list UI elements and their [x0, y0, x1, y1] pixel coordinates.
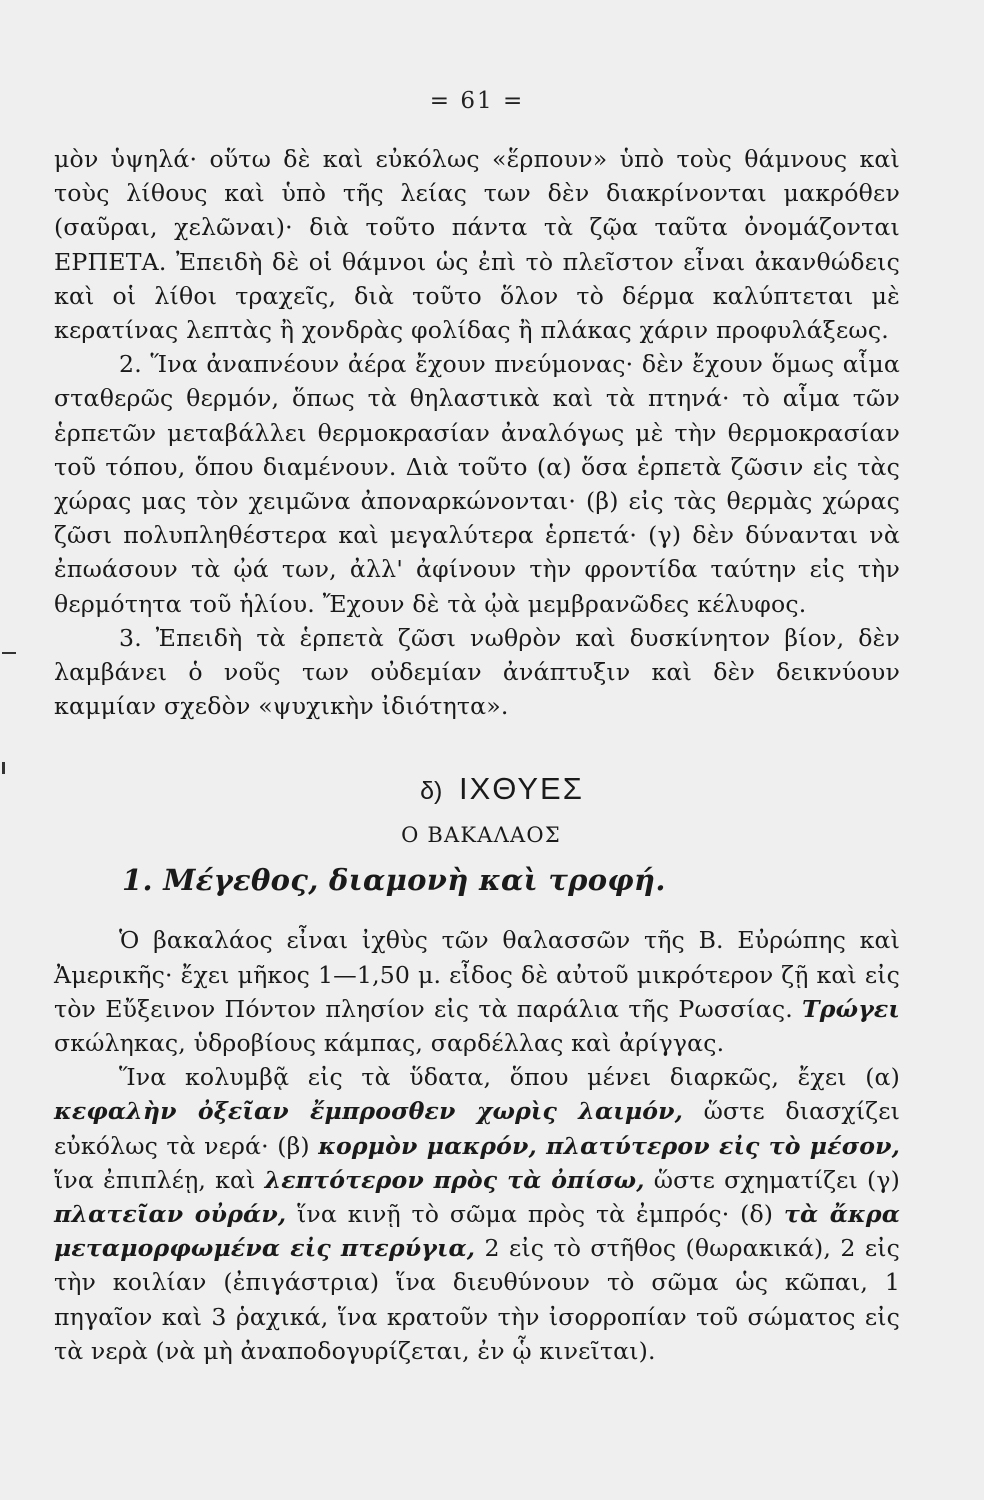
paragraph-text: ὥστε διασχίζει εὐκόλως τὰ νερά· (β) [54, 1097, 900, 1160]
emphasis: κορμὸν μακρόν, πλατύτερον εἰς τὸ μέσον, [318, 1131, 901, 1160]
body-text-lower [54, 923, 900, 1368]
section-title: ΙΧΘΥΕΣ [458, 771, 584, 807]
emphasis: κεφαλὴν ὀξεῖαν ἔμπροσθεν χωρὶς λαιμόν, [54, 1097, 684, 1126]
section-heading [54, 771, 900, 807]
body-text-upper [54, 142, 900, 723]
paragraph: μὸν ὑψηλά· οὕτω δὲ καὶ εὐκόλως «ἕρπουν» ὑπὸ τοὺς θάμνους καὶ τοὺς λίθους καὶ ὑπὸ τῆς λείας των δὲν διακρίνονται μακρόθεν (σαῦραι, χελῶναι)· διὰ τοῦτο πάντα τὰ ζῷα ταῦτα ὀνομάζονται ΕΡΠΕΤΑ. Ἐπειδὴ δὲ οἱ θάμνοι ὡς ἐπὶ τὸ πλεῖστον εἶναι ἀκανθώδεις καὶ οἱ λίθοι τραχεῖς, διὰ τοῦτο ὅλον τὸ δέρμα καλύπτεται μὲ κερατίνας λεπτὰς ἢ χονδρὰς φολίδας ἢ πλάκας χάριν προφυλάξεως. [54, 145, 900, 345]
paragraph-text: 2 εἰς τὸ στῆθος (θωρακικά), 2 εἰς τὴν κοιλίαν (ἐπιγάστρια) ἵνα διευθύνουν τὸ σῶμα ὡς κῶπαι, 1 πηγαῖον καὶ 3 ῥαχικά, ἵνα κρατοῦν τὴν ἰσορροπίαν τοῦ σώματος εἰς τὰ νερὰ (νὰ μὴ ἀναποδογυρίζεται, ἐν ᾧ κινεῖται). [54, 1234, 900, 1365]
paragraph-text: Ὁ βακαλάος εἶναι ἰχθὺς τῶν θαλασσῶν τῆς Β. Εὐρώπης καὶ Ἀμερικῆς· ἔχει μῆκος 1—1,50 μ. εἶδος δὲ αὐτοῦ μικρότερον ζῇ καὶ εἰς τὸν Εὔξεινον Πόντον πλησίον εἰς τὰ παράλια τῆς Ρωσσίας. [54, 926, 900, 1023]
paragraph-text: ἵνα κινῇ τὸ σῶμα πρὸς τὰ ἐμπρός· (δ) [297, 1200, 774, 1229]
emphasis: Τρώγει [802, 994, 900, 1023]
emphasis: πλατεῖαν οὐράν, [54, 1200, 287, 1229]
emphasis: τὰ ἄκρα μεταμορφωμένα εἰς πτερύγια, [54, 1200, 901, 1263]
paragraph: 3. Ἐπειδὴ τὰ ἑρπετὰ ζῶσι νωθρὸν καὶ δυσκίνητον βίον, δὲν λαμβάνει ὁ νοῦς των οὐδεμίαν ἀνάπτυξιν καὶ δὲν δεικνύουν καμμίαν σχεδὸν «ψυχικὴν ἰδιότητα». [54, 623, 900, 721]
section-prefix: δ) [420, 777, 443, 806]
emphasis: λεπτότερον πρὸς τὰ ὀπίσω, [264, 1165, 645, 1194]
page-number: = 61 = [429, 88, 525, 114]
margin-mark [2, 652, 16, 654]
paragraph-text: Ἵνα κολυμβᾷ εἰς τὰ ὕδατα, ὅπου μένει διαρκῶς, ἔχει (α) [119, 1063, 900, 1092]
paragraph [54, 923, 900, 1060]
paragraph-text: ἵνα ἐπιπλέῃ, καὶ [54, 1165, 256, 1194]
topic-heading: 1. Μέγεθος, διαμονὴ καὶ τροφή. [122, 863, 666, 898]
paragraph-text: σκώληκας, ὑδροβίους κάμπας, σαρδέλλας καὶ ἀρίγγας. [54, 1029, 725, 1058]
paragraph-text: ὥστε σχηματίζει (γ) [653, 1165, 900, 1194]
paragraph [54, 1060, 900, 1368]
subsection-heading: Ο ΒΑΚΑΛΑΟΣ [401, 823, 561, 848]
margin-mark [2, 762, 5, 774]
paragraph: 2. Ἵνα ἀναπνέουν ἀέρα ἔχουν πνεύμονας· δὲν ἔχουν ὅμως αἷμα σταθερῶς θερμόν, ὅπως τὰ θηλαστικὰ καὶ τὰ πτηνά· τὸ αἷμα τῶν ἑρπετῶν μεταβάλλει θερμοκρασίαν ἀναλόγως μὲ τὴν θερμοκρασίαν τοῦ τόπου, ὅπου διαμένουν. Διὰ τοῦτο (α) ὅσα ἑρπετὰ ζῶσιν εἰς τὰς χώρας μας τὸν χειμῶνα ἀποναρκώνονται· (β) εἰς τὰς θερμὰς χώρας ζῶσι πολυπληθέστερα καὶ μεγαλύτερα ἑρπετά· (γ) δὲν δύνανται νὰ ἐπωάσουν τὰ ᾠά των, ἀλλ' ἀφίνουν τὴν φροντίδα ταύτην εἰς τὴν θερμότητα τοῦ ἡλίου. Ἔχουν δὲ τὰ ᾠὰ μεμβρανῶδες κέλυφος. [54, 350, 900, 618]
